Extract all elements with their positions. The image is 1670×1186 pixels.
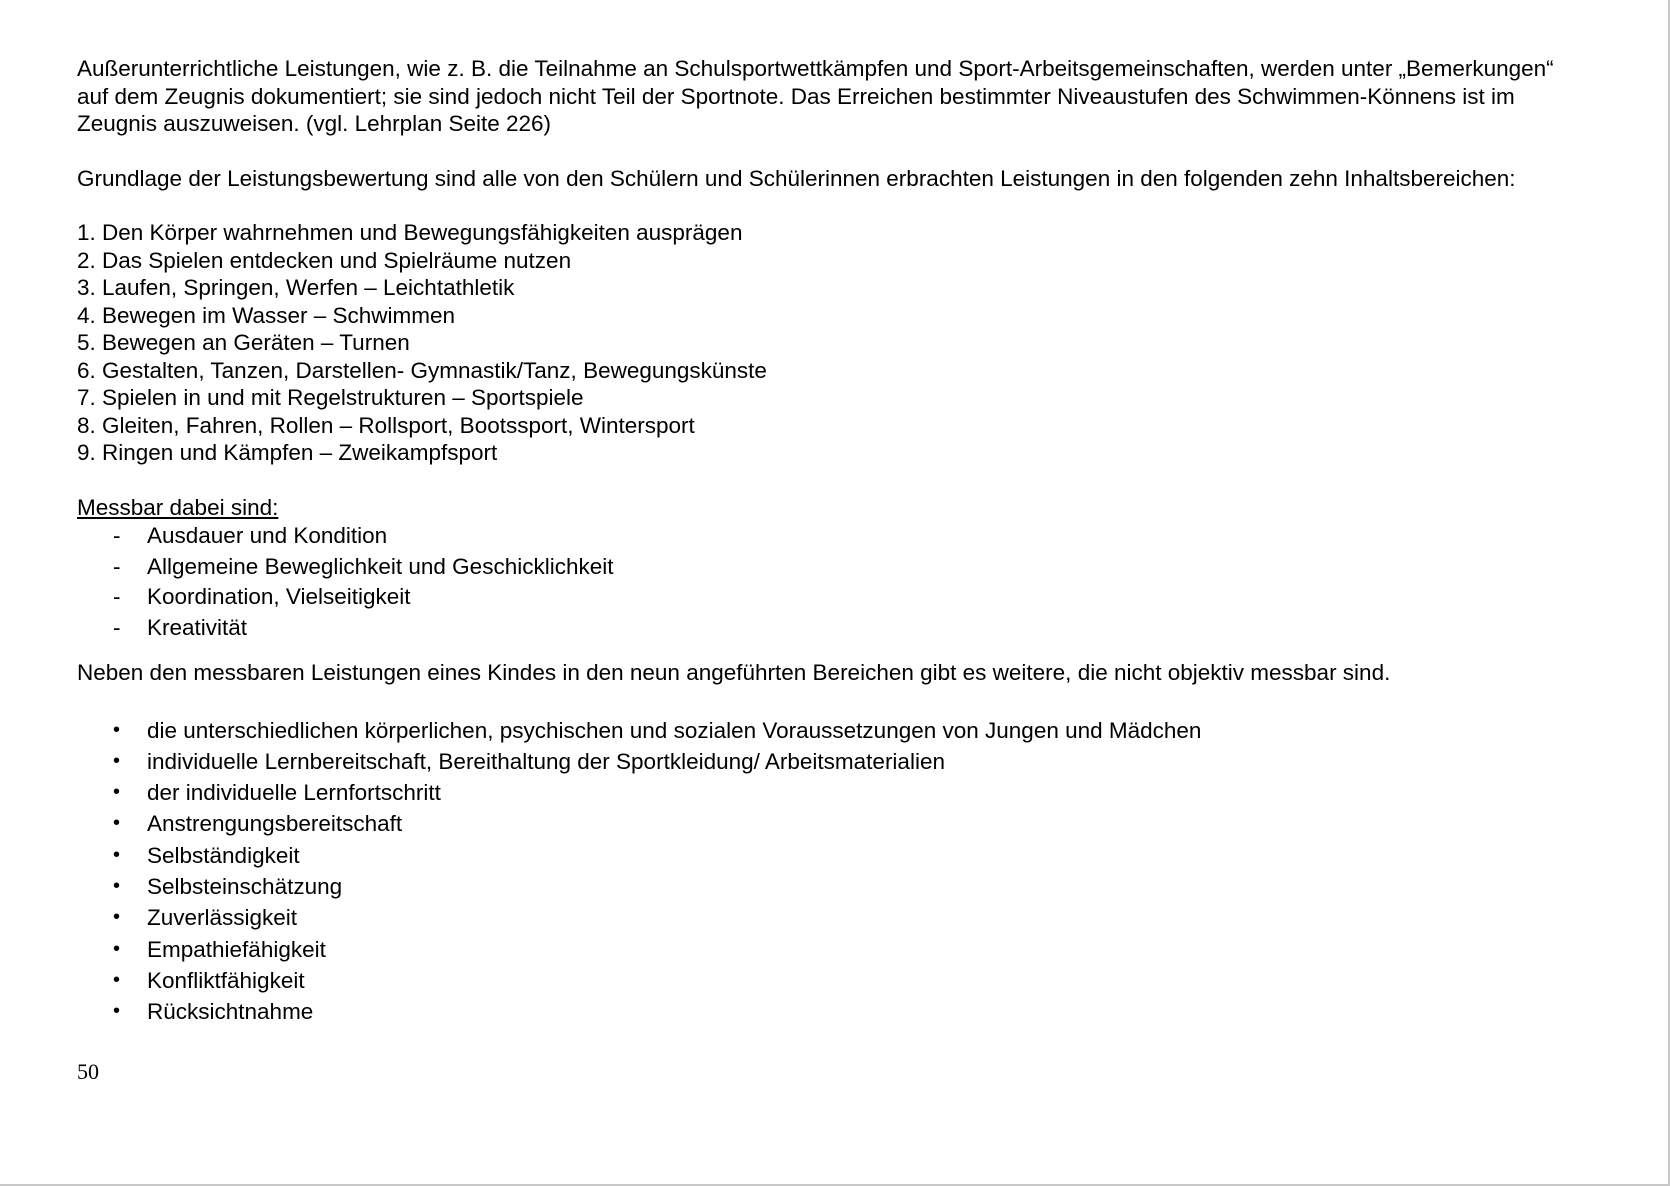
bullet-icon: •: [113, 874, 121, 897]
other-factor-text: individuelle Lernbereitschaft, Bereithaltung der Sportkleidung/ Arbeitsmaterialien: [147, 748, 945, 774]
other-factor-item: [77, 840, 1577, 871]
measurable-item-text: Kreativität: [147, 614, 248, 640]
other-factor-item: [77, 808, 1577, 839]
bullet-icon: •: [113, 749, 121, 772]
other-factor-item: [77, 965, 1577, 996]
bullet-icon: •: [113, 843, 121, 866]
bullet-icon: •: [113, 906, 121, 929]
content-area-item: 7. Spielen in und mit Regelstrukturen – Sportspiele: [77, 385, 584, 410]
dash-marker: -: [113, 523, 121, 548]
other-factor-item: [77, 871, 1577, 902]
measurable-item-text: Allgemeine Beweglichkeit und Geschicklichkeit: [147, 553, 614, 579]
content-area-item: 3. Laufen, Springen, Werfen – Leichtathletik: [77, 275, 515, 300]
other-factor-item: [77, 777, 1577, 808]
other-factor-text: die unterschiedlichen körperlichen, psychischen und sozialen Voraussetzungen von Jungen und Mädchen: [147, 717, 1202, 743]
content-area-item: 4. Bewegen im Wasser – Schwimmen: [77, 302, 456, 328]
non-measurable-paragraph: Neben den messbaren Leistungen eines Kindes in den neun angeführten Bereichen gibt es weitere, die nicht objektiv messbar sind.: [77, 660, 1391, 685]
content-area-item: 5. Bewegen an Geräten – Turnen: [77, 330, 410, 355]
other-factor-item: [77, 902, 1577, 933]
content-area-item: 1. Den Körper wahrnehmen und Bewegungsfähigkeiten ausprägen: [77, 220, 743, 245]
other-factor-item: [77, 934, 1577, 965]
content-area-item: 9. Ringen und Kämpfen – Zweikampfsport: [77, 440, 498, 465]
dash-marker: -: [113, 553, 121, 579]
measurable-heading: Messbar dabei sind:: [77, 494, 279, 520]
measurable-item: [77, 521, 1577, 552]
bullet-icon: •: [113, 968, 121, 991]
content-areas-list: [77, 219, 1577, 467]
content-area-item: 8. Gleiten, Fahren, Rollen – Rollsport, Bootssport, Wintersport: [77, 412, 695, 438]
measurable-item: [77, 582, 1577, 613]
bullet-icon: •: [113, 718, 121, 741]
measurable-item: [77, 552, 1577, 583]
content-area-item: 2. Das Spielen entdecken und Spielräume nutzen: [77, 247, 572, 273]
measurable-list: [77, 521, 1577, 643]
dash-marker: -: [113, 584, 121, 609]
other-factors-list: [77, 715, 1577, 1028]
other-factor-item: [77, 715, 1577, 746]
other-factor-text: Selbsteinschätzung: [147, 873, 343, 899]
measurable-item-text: Ausdauer und Kondition: [147, 523, 388, 548]
other-factor-text: Zuverlässigkeit: [147, 905, 298, 931]
dash-marker: -: [113, 614, 121, 640]
other-factor-text: der individuelle Lernfortschritt: [147, 780, 441, 806]
measurable-item: [77, 613, 1577, 644]
other-factor-text: Anstrengungsbereitschaft: [147, 811, 403, 837]
bullet-icon: •: [113, 781, 121, 804]
page-number: 50: [77, 1059, 99, 1084]
other-factor-text: Empathiefähigkeit: [147, 936, 326, 962]
measurable-item-text: Koordination, Vielseitigkeit: [147, 584, 411, 609]
basis-paragraph: Grundlage der Leistungsbewertung sind alle von den Schülern und Schülerinnen erbrachten Leistungen in den folgenden zehn Inhaltsbereichen:: [77, 165, 1516, 191]
intro-paragraph: Außerunterrichtliche Leistungen, wie z. B. die Teilnahme an Schulsportwettkämpfen und Sport-Arbeitsgemeinschaften, werden unter „Bemerkungen“ auf dem Zeugnis dokumentiert; sie sind jedoch nicht Teil der Sportnote. Das Erreichen bestimmter Niveaustufen des Schwimmen-Könnens ist im Zeugnis auszuweisen. (vgl. Lehrplan Seite 226): [77, 56, 1554, 136]
other-factor-item: [77, 746, 1577, 777]
other-factor-text: Rücksichtnahme: [147, 999, 314, 1025]
bullet-icon: •: [113, 937, 121, 960]
content-area-item: 6. Gestalten, Tanzen, Darstellen- Gymnastik/Tanz, Bewegungskünste: [77, 357, 767, 383]
other-factor-text: Konfliktfähigkeit: [147, 967, 305, 993]
bullet-icon: •: [113, 1000, 121, 1023]
page-content: [77, 55, 1577, 1027]
other-factor-text: Selbständigkeit: [147, 842, 300, 868]
bullet-icon: •: [113, 812, 121, 835]
other-factor-item: [77, 996, 1577, 1027]
